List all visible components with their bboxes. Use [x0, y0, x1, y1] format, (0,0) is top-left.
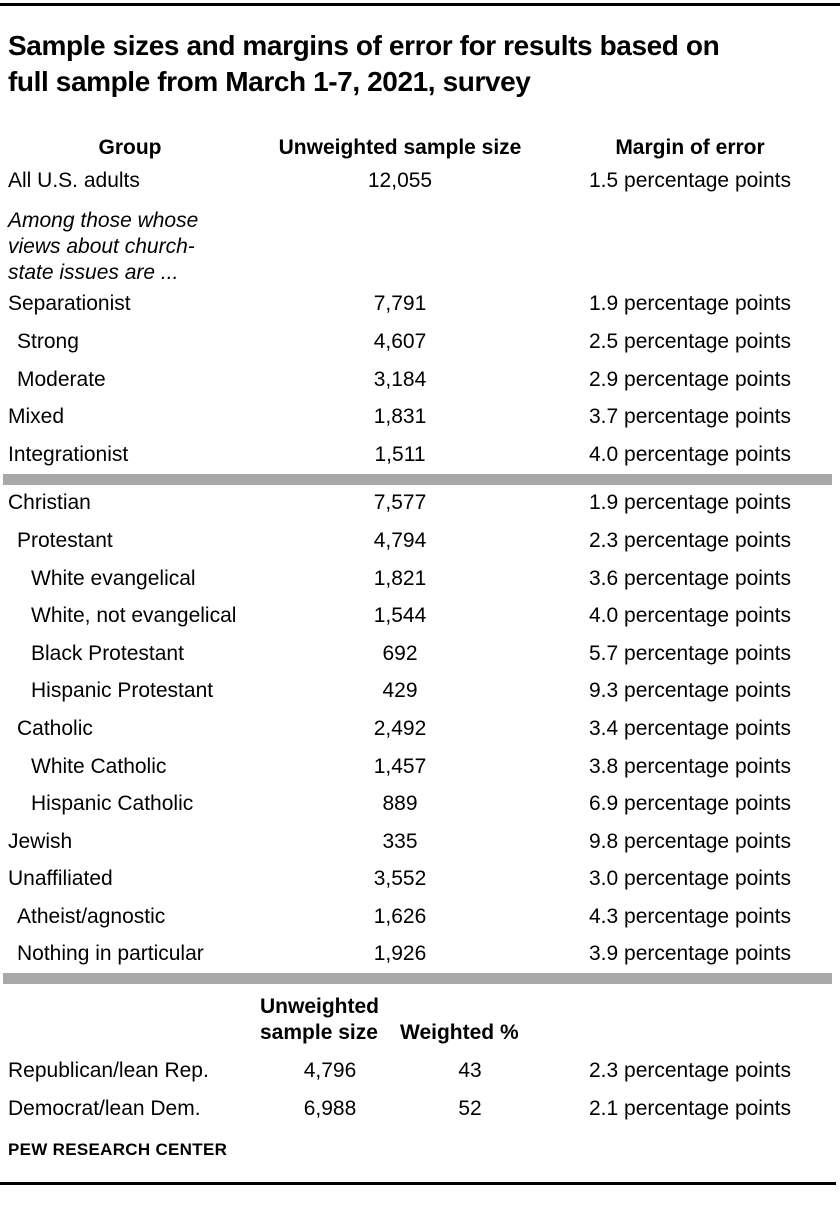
sample-size-cell: 1,926: [373, 942, 427, 966]
group-cell: Mixed: [8, 405, 65, 429]
sample-size-cell: 1,457: [373, 754, 427, 778]
group-cell: Democrat/lean Dem.: [8, 1097, 201, 1121]
group-cell: Jewish: [8, 829, 73, 853]
top-rule: [0, 3, 840, 6]
section-divider: [3, 973, 832, 984]
group-cell: Black Protestant: [31, 641, 184, 665]
margin-of-error-cell: 3.8 percentage points: [589, 754, 791, 778]
religion-section: [0, 485, 840, 974]
table-row: [0, 398, 840, 436]
table-row: [0, 597, 840, 635]
sample-size-cell: 429: [382, 679, 418, 703]
party-column-header-sample-size: Unweighted sample size: [260, 995, 379, 1045]
sample-size-cell: 7,577: [373, 491, 427, 515]
margin-of-error-cell: 4.3 percentage points: [589, 904, 791, 928]
sample-size-cell: 889: [382, 792, 418, 816]
margin-of-error-cell: 2.1 percentage points: [589, 1097, 791, 1121]
table-row: [0, 673, 840, 711]
table-row: [0, 861, 840, 899]
margin-of-error-cell: 2.9 percentage points: [589, 367, 791, 391]
margin-of-error-cell: 1.9 percentage points: [589, 491, 791, 515]
page-title-line-1: Sample sizes and margins of error for results based on: [8, 30, 720, 61]
margin-of-error-cell: 9.3 percentage points: [589, 679, 791, 703]
sample-size-cell: 2,492: [373, 716, 427, 740]
sample-size-cell: 12,055: [367, 168, 433, 192]
note-line-3: state issues are ...: [8, 260, 179, 284]
group-cell: All U.S. adults: [8, 168, 140, 192]
margin-of-error-cell: 3.6 percentage points: [589, 566, 791, 590]
margin-of-error-cell: 1.9 percentage points: [589, 292, 791, 316]
sample-size-cell: 1,544: [373, 604, 427, 628]
sample-size-cell: 4,796: [303, 1059, 357, 1083]
sample-size-cell: 1,626: [373, 904, 427, 928]
source-label: PEW RESEARCH CENTER: [8, 1140, 228, 1160]
sample-size-cell: 6,988: [303, 1097, 357, 1121]
margin-of-error-cell: 3.9 percentage points: [589, 942, 791, 966]
table-row: [0, 1090, 840, 1128]
table-row: [0, 823, 840, 861]
group-cell: White, not evangelical: [31, 604, 237, 628]
margin-of-error-cell: 2.3 percentage points: [589, 1059, 791, 1083]
group-cell: Hispanic Protestant: [31, 679, 214, 703]
group-cell: Hispanic Catholic: [31, 792, 194, 816]
group-cell: White evangelical: [31, 566, 196, 590]
table-row: [0, 710, 840, 748]
group-cell: Nothing in particular: [17, 942, 204, 966]
party-column-header-weighted: Weighted %: [400, 1021, 519, 1045]
page-title-line-2: full sample from March 1-7, 2021, survey: [8, 66, 531, 97]
group-cell: Republican/lean Rep.: [8, 1059, 209, 1083]
table-row: [0, 785, 840, 823]
margin-of-error-cell: 1.5 percentage points: [589, 168, 791, 192]
group-cell: Integrationist: [8, 442, 129, 466]
sample-size-cell: 3,184: [373, 367, 427, 391]
table-row: [0, 1052, 840, 1090]
weighted-pct-cell: 52: [458, 1097, 482, 1121]
column-header-margin-of-error: Margin of error: [615, 136, 765, 159]
table-row: [0, 560, 840, 598]
group-cell: Strong: [17, 329, 79, 353]
group-cell: Christian: [8, 491, 91, 515]
table-row: [0, 522, 840, 560]
group-cell: Unaffiliated: [8, 867, 113, 891]
margin-of-error-cell: 4.0 percentage points: [589, 604, 791, 628]
group-cell: Catholic: [17, 716, 93, 740]
group-cell: White Catholic: [31, 754, 167, 778]
party-section: [0, 1052, 840, 1128]
group-cell: Protestant: [17, 528, 113, 552]
column-header-sample-size: Unweighted sample size: [278, 136, 522, 159]
margin-of-error-cell: 9.8 percentage points: [589, 829, 791, 853]
table-row: [0, 162, 840, 200]
group-cell: Separationist: [8, 292, 131, 316]
table-row: [0, 748, 840, 786]
sample-size-cell: 1,511: [374, 442, 426, 466]
table-header-row: [0, 134, 840, 162]
margin-of-error-cell: 4.0 percentage points: [589, 442, 791, 466]
all-adults-section: [0, 162, 840, 200]
sample-size-cell: 335: [382, 829, 418, 853]
margin-of-error-cell: 5.7 percentage points: [589, 641, 791, 665]
table-row: [0, 485, 840, 523]
sample-size-cell: 4,794: [373, 528, 427, 552]
section-divider: [3, 474, 832, 485]
table-row: [0, 635, 840, 673]
sample-size-cell: 1,831: [373, 405, 427, 429]
margin-of-error-cell: 2.3 percentage points: [589, 528, 791, 552]
note-line-2: views about church-: [8, 234, 195, 258]
party-table-header-row: [0, 994, 840, 1046]
group-cell: Atheist/agnostic: [17, 904, 166, 928]
sample-size-cell: 4,607: [373, 329, 427, 353]
page-title: [8, 28, 832, 100]
church-state-section: [0, 286, 840, 474]
margin-of-error-cell: 2.5 percentage points: [589, 329, 791, 353]
church-state-note: [0, 208, 840, 286]
table-row: [0, 286, 840, 324]
group-cell: Moderate: [17, 367, 106, 391]
table-row: [0, 936, 840, 974]
margin-of-error-cell: 3.7 percentage points: [589, 405, 791, 429]
table-row: [0, 898, 840, 936]
sample-size-cell: 3,552: [373, 867, 427, 891]
table-row: [0, 323, 840, 361]
column-header-group: Group: [98, 136, 162, 159]
weighted-pct-cell: 43: [458, 1059, 482, 1083]
margin-of-error-cell: 6.9 percentage points: [589, 792, 791, 816]
margin-of-error-cell: 3.4 percentage points: [589, 716, 791, 740]
sample-size-cell: 7,791: [373, 292, 427, 316]
table-row: [0, 361, 840, 399]
bottom-rule: [0, 1182, 836, 1185]
table-row: [0, 436, 840, 474]
note-line-1: Among those whose: [8, 208, 199, 232]
sample-size-cell: 1,821: [373, 566, 427, 590]
sample-size-cell: 692: [382, 641, 418, 665]
margin-of-error-cell: 3.0 percentage points: [589, 867, 791, 891]
